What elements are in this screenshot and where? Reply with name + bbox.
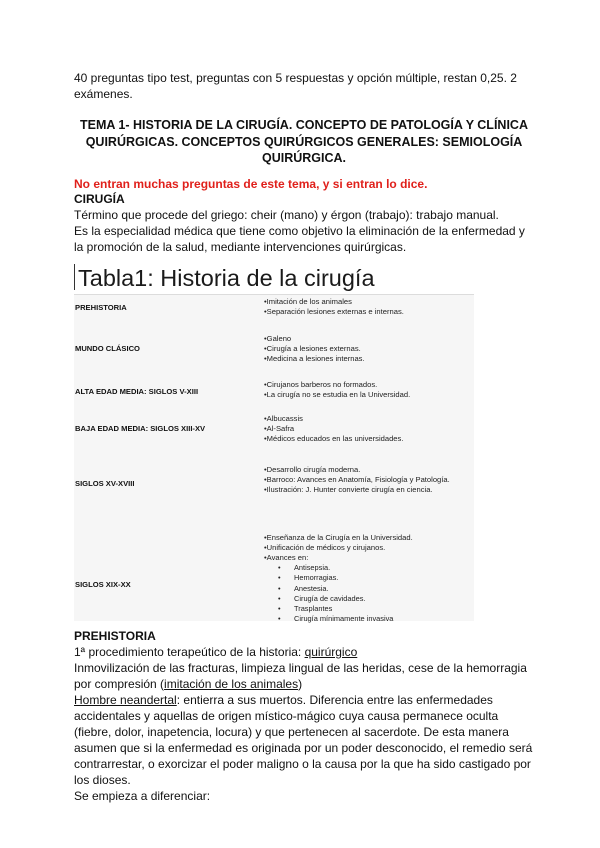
row-item: •Avances en: <box>264 552 309 562</box>
prehistoria-last-line: Se empieza a diferenciar: <box>74 788 211 803</box>
row-item: •Albucassis <box>264 413 303 423</box>
prehistoria-line2: Inmovilización de las fracturas, limpieza lingual de las heridas, cese de la hemorragia por compresión (imitación de los animales) <box>74 660 527 691</box>
row-item: •Cirujanos barberos no formados. <box>264 379 378 389</box>
row-subitem: • Hemorragias. <box>278 573 339 583</box>
row-item: •Separación lesiones externas e internas. <box>264 306 404 316</box>
row-item: •La cirugía no se estudia en la Universidad. <box>264 389 411 399</box>
row-item: •Médicos educados en las universidades. <box>264 433 404 443</box>
row-items <box>264 334 474 365</box>
prehistoria-section <box>74 629 534 804</box>
row-item: •Unificación de médicos y cirujanos. <box>264 542 386 552</box>
table-body <box>74 294 474 624</box>
row-label: MUNDO CLÁSICO <box>75 343 140 353</box>
row-subitem: • Cirugía de cavidades. <box>278 593 366 603</box>
prehistoria-heading: PREHISTORIA <box>74 628 156 643</box>
row-item: •Medicina a lesiones internas. <box>264 353 365 363</box>
row-item: •Imitación de los animales <box>264 296 352 306</box>
cirugia-heading: CIRUGÍA <box>74 191 125 206</box>
row-item: •Enseñanza de la Cirugía en la Universidad. <box>264 532 413 542</box>
row-item: •Al-Safra <box>264 423 295 433</box>
row-items <box>264 533 474 625</box>
prehistoria-paragraph: Hombre neandertal: entierra a sus muertos. Diferencia entre las enfermedades accidentales y aquellas de origen místico-mágico cuya causa permanece oculta (fiebre, dolor, inapetencia, locura) y que pertenecen al sacerdote. De esta manera asumen que si la enfermedad es originada por un poder desconocido, el remedio será contrarrestar, o exorcizar el poder maligno o la causa por la que ha sido castigado por los dioses. <box>74 692 533 787</box>
row-item: •Desarrollo cirugía moderna. <box>264 464 361 474</box>
row-item: •Barroco: Avances en Anatomía, Fisiología y Patología. <box>264 474 450 484</box>
row-subitem: • Antisepsia. <box>278 563 331 573</box>
document-title: TEMA 1- HISTORIA DE LA CIRUGÍA. CONCEPTO DE PATOLOGÍA Y CLÍNICA QUIRÚRGICAS. CONCEPTOS QUIRÚRGICOS GENERALES: SEMIOLOGÍA QUIRÚRGICA. <box>80 118 528 165</box>
history-table <box>74 264 474 624</box>
row-label: SIGLOS XV-XVIII <box>75 478 135 488</box>
row-items <box>264 414 474 445</box>
row-label: ALTA EDAD MEDIA: SIGLOS V-XIII <box>75 386 199 396</box>
prehistoria-line1: 1ª procedimiento terapeútico de la historia: quirúrgico <box>74 644 358 659</box>
row-item: •Galeno <box>264 333 292 343</box>
intro-text: 40 preguntas tipo test, preguntas con 5 respuestas y opción múltiple, restan 0,25. 2 exámenes. <box>74 71 517 101</box>
row-item: •Ilustración: J. Hunter convierte cirugía en ciencia. <box>264 484 433 494</box>
row-label: PREHISTORIA <box>75 302 127 312</box>
underlined-term: imitación de los animales <box>164 676 299 691</box>
row-subitem: • Trasplantes <box>278 603 333 613</box>
row-label: SIGLOS XIX-XX <box>75 579 131 589</box>
cirugia-description: Es la especialidad médica que tiene como objetivo la eliminación de la enfermedad y la promoción de la salud, mediante intervenciones quirúrgicas. <box>74 223 525 254</box>
row-items <box>264 465 474 496</box>
row-subitem: • Cirugía mínimamente invasiva <box>278 614 394 624</box>
underlined-term: quirúrgico <box>304 644 358 659</box>
row-subitem: • Anestesia. <box>278 583 329 593</box>
row-items <box>264 380 474 400</box>
underlined-term: Hombre neandertal <box>74 692 177 707</box>
row-items <box>264 297 474 317</box>
document-page <box>74 70 534 804</box>
row-label: BAJA EDAD MEDIA: SIGLOS XIII-XV <box>75 423 206 433</box>
warning-note: No entran muchas preguntas de este tema, y si entran lo dice. <box>74 176 428 191</box>
cirugia-definition: Término que procede del griego: cheir (mano) y érgon (trabajo): trabajo manual. <box>74 207 499 222</box>
row-item: •Cirugía a lesiones externas. <box>264 343 361 353</box>
caption-cursor-bar <box>74 264 75 290</box>
table-caption: Tabla1: Historia de la cirugía <box>78 264 375 291</box>
